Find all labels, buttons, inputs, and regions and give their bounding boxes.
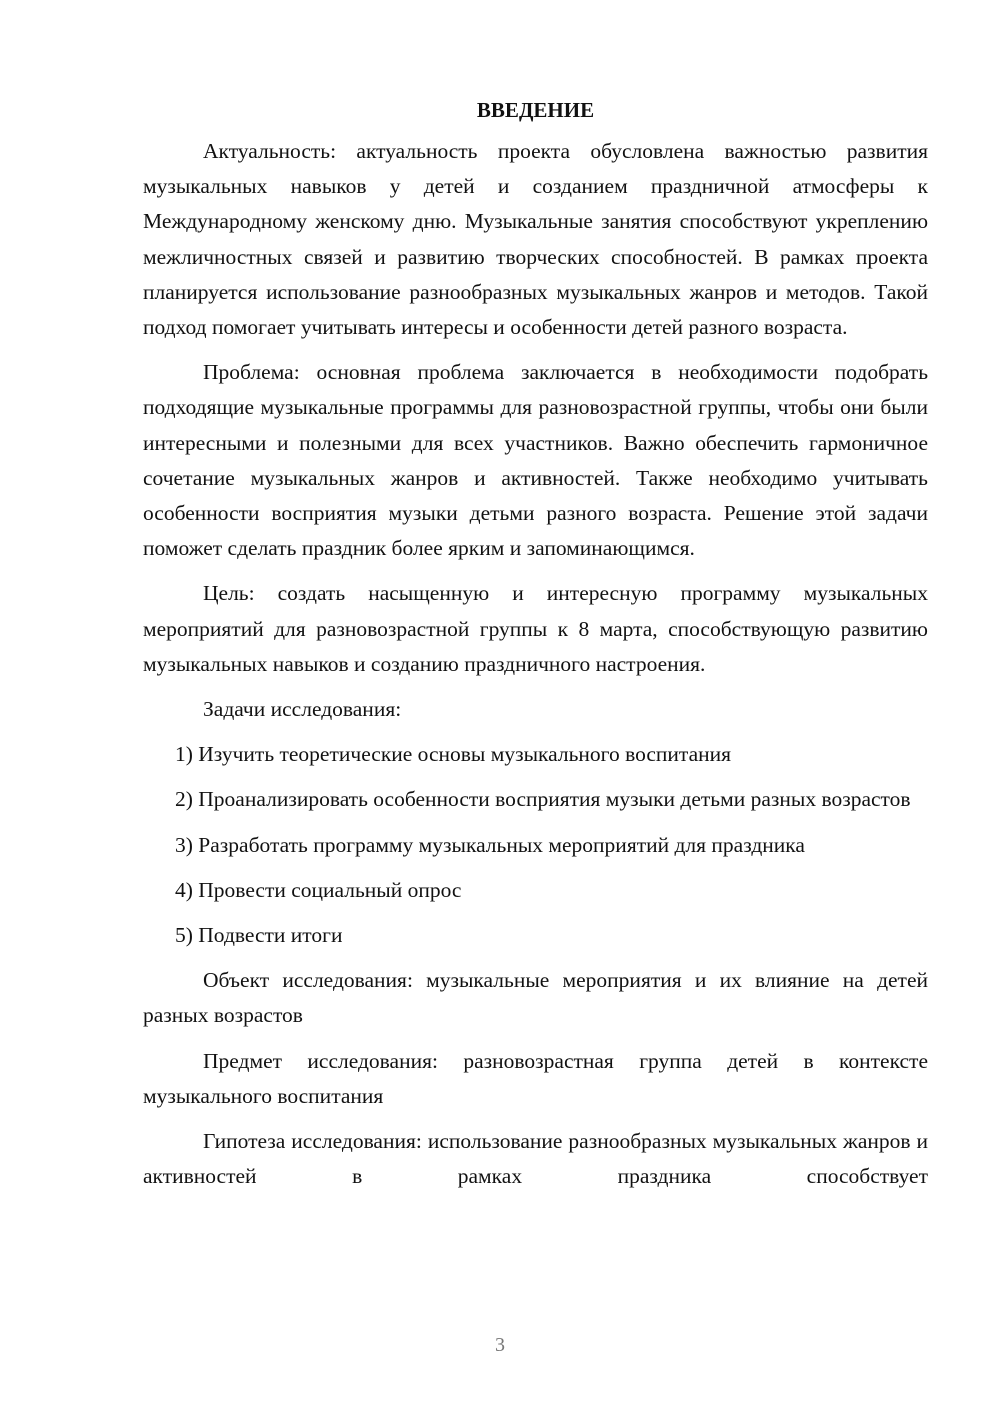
paragraph-problem: Проблема: основная проблема заключается в необходимости подобрать подходящие музыкальные программы для разновозрастной группы, чтобы они были интересными и полезными для всех участников. Важно обеспечить гармоничное сочетание музыкальных жанров и активностей. Также необходимо учитывать особенности восприятия музыки детьми разного возраста. Решение этой задачи поможет сделать праздник более ярким и запоминающимся. <box>143 360 928 561</box>
paragraph-goal: Цель: создать насыщенную и интересную программу музыкальных мероприятий для разновозрастной группы к 8 марта, способствующую развитию музыкальных навыков и созданию праздничного настроения. <box>143 581 928 676</box>
section-title: ВВЕДЕНИЕ <box>476 98 595 122</box>
paragraph-object: Объект исследования: музыкальные мероприятия и их влияние на детей разных возрастов <box>143 968 928 1028</box>
task-item: 5) Подвести итоги <box>175 923 343 948</box>
task-item: 4) Провести социальный опрос <box>175 877 462 902</box>
task-item: 3) Разработать программу музыкальных мероприятий для праздника <box>175 832 805 857</box>
document-page <box>143 92 928 1204</box>
task-item: 1) Изучить теоретические основы музыкального воспитания <box>175 742 732 767</box>
paragraph-hypothesis: Гипотеза исследования: использование разнообразных музыкальных жанров и активностей в рамках праздника способствует <box>143 1129 928 1189</box>
paragraph-tasks-heading: Задачи исследования: <box>203 697 402 722</box>
page-number: 3 <box>495 1334 505 1356</box>
paragraph-subject: Предмет исследования: разновозрастная группа детей в контексте музыкального воспитания <box>143 1048 928 1108</box>
paragraph-relevance: Актуальность: актуальность проекта обусловлена важностью развития музыкальных навыков у детей и созданием праздничной атмосферы к Международному женскому дню. Музыкальные занятия способствуют укреплению межличностных связей и развитию творческих способностей. В рамках проекта планируется использование разнообразных музыкальных жанров и методов. Такой подход помогает учитывать интересы и особенности детей разного возраста. <box>143 139 928 340</box>
task-item: 2) Проанализировать особенности восприятия музыки детьми разных возрастов <box>175 787 911 812</box>
